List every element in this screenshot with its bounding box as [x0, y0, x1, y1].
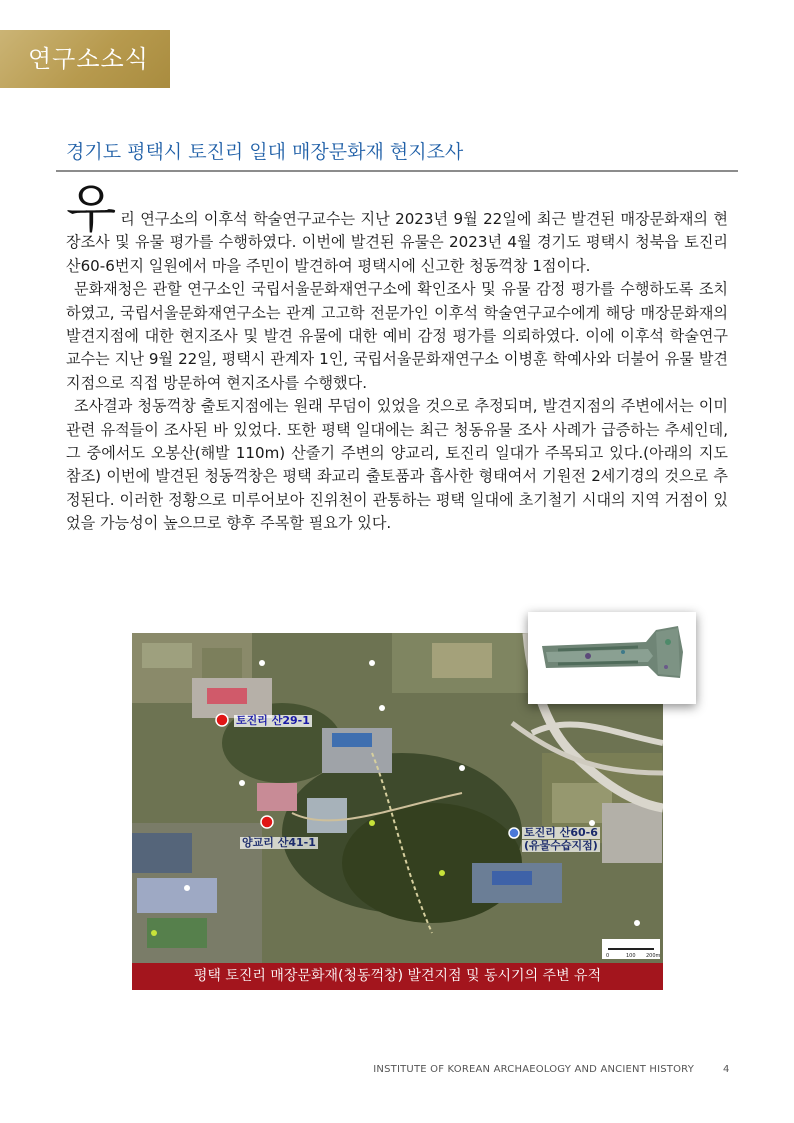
bronze-dagger-axe-image	[528, 612, 696, 704]
marker-tojin-29	[216, 714, 228, 726]
paragraph-1	[66, 180, 728, 278]
page-number: 4	[723, 1064, 730, 1075]
scale-label-200m: 200m	[646, 953, 661, 959]
paragraph-3: 조사결과 청동꺽창 출토지점에는 원래 무덤이 있었을 것으로 추정되며, 발견지점의 주변에서는 이미 관련 유적들이 조사된 바 있었다. 또한 평택 일대에는 최근 청동유물 조사 사례가 급증하는 추세인데, 그 중에서도 오봉산(해발 110m) 산줄기 주변의 양교리, 토진리 일대가 주목되고 있다.(아래의 지도 참조) 이번에 발견된 청동꺽창은 평택 좌교리 출토품과 흡사한 형태여서 기원전 2세기경의 것으로 추정된다. 이러한 정황으로 미루어보아 진위천이 관통하는 평택 일대에 초기철기 시대의 지역 거점이 있었을 가능성이 높으므로 향후 주목할 필요가 있다.	[66, 397, 728, 533]
label-tojin-60-line2: (유물수습지점)	[524, 839, 598, 852]
article-title: 경기도 평택시 토진리 일대 매장문화재 현지조사	[66, 141, 464, 163]
scale-label-100: 100	[626, 953, 636, 959]
scale-label-0: 0	[606, 953, 610, 959]
paragraph-1-text: 리 연구소의 이후석 학술연구교수는 지난 2023년 9월 22일에 최근 발견된 매장문화재의 현장조사 및 유물 평가를 수행하였다. 이번에 발견된 유물은 2023년 4월 경기도 평택시 청북읍 토진리 산60-6번지 일원에서 마을 주민이 발견하여 평택시에 신고한 청동꺽창 1점이다.	[66, 210, 728, 275]
marker-yanggyo-41	[261, 816, 273, 828]
title-divider	[56, 170, 738, 172]
bronze-dagger-axe-photo	[528, 612, 696, 704]
paragraph-2: 문화재청은 관할 연구소인 국립서울문화재연구소에 확인조사 및 유물 감정 평가를 수행하도록 조치하였고, 국립서울문화재연구소는 관계 고고학 전문가인 이후석 학술연구교수에게 해당 매장문화재의 발견지점에 대한 현지조사 및 발견 유물에 대한 예비 감정 평가를 의뢰하였다. 이에 이후석 학술연구교수는 지난 9월 22일, 평택시 관계자 1인, 국립서울문화재연구소 이병훈 학예사와 더불어 유물 발견지점으로 직접 방문하여 현지조사를 수행했다.	[66, 280, 728, 392]
article-body	[66, 180, 728, 536]
label-yanggyo-41: 양교리 산41-1	[242, 836, 316, 849]
marker-tojin-60	[509, 828, 519, 838]
label-tojin-60-line1: 토진리 산60-6	[524, 826, 598, 839]
section-tab: 연구소소식	[0, 30, 170, 88]
footer-institute: INSTITUTE OF KOREAN ARCHAEOLOGY AND ANCIENT HISTORY	[373, 1064, 694, 1075]
label-tojin-29: 토진리 산29-1	[236, 714, 310, 727]
drop-cap: 우	[66, 180, 117, 240]
figure-caption: 평택 토진리 매장문화재(청동꺽창) 발견지점 및 동시기의 주변 유적	[132, 963, 663, 990]
